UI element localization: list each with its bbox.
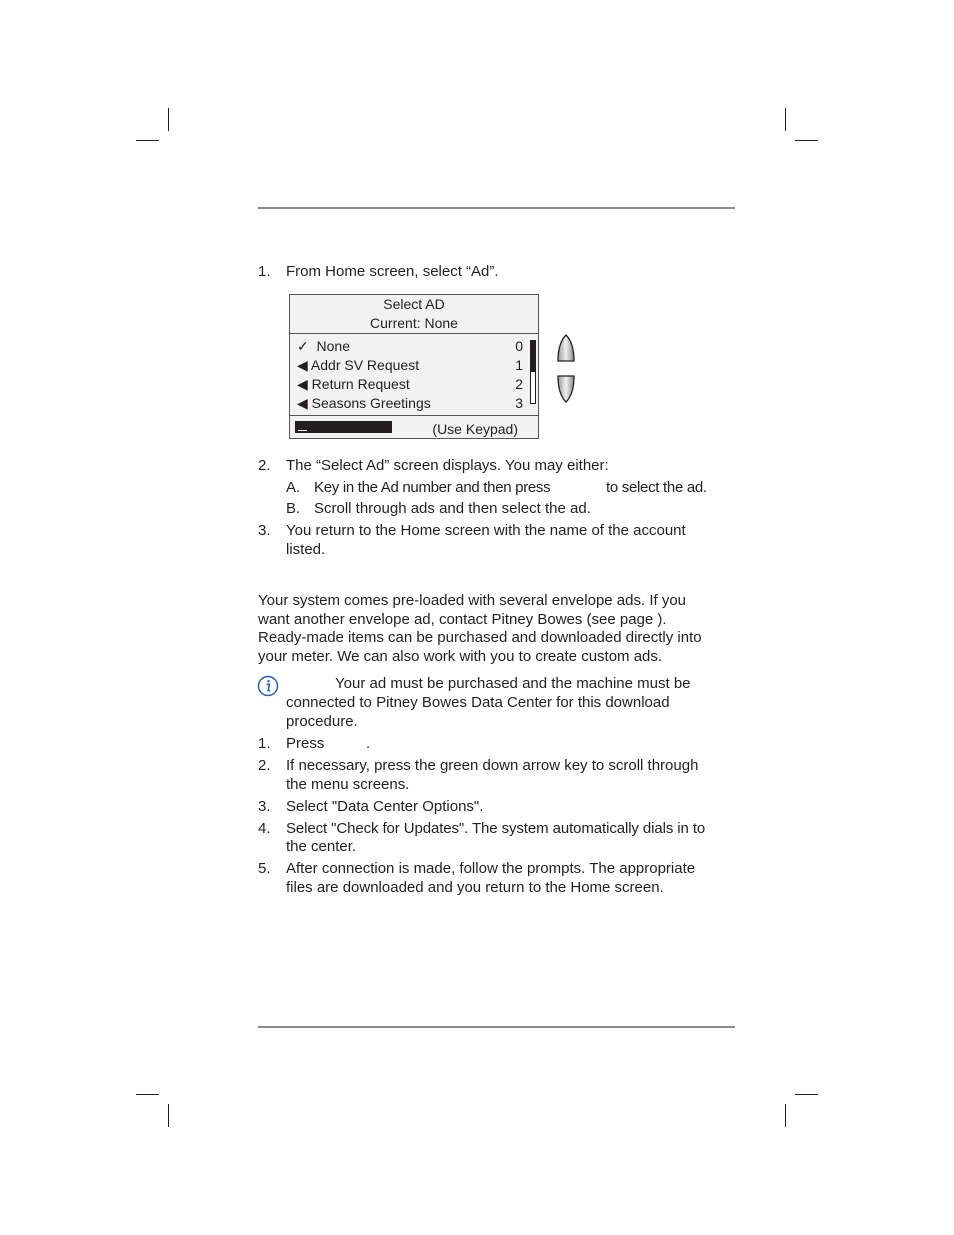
- keypad-hint: (Use Keypad): [432, 421, 518, 437]
- step-text: After connection is made, follow the prompts. The appropriate: [286, 860, 696, 877]
- header-rule: [258, 207, 735, 209]
- note-text: Your ad must be purchased and the machine must be: [335, 675, 691, 692]
- step-text-continued: the menu screens.: [286, 776, 410, 793]
- step-text: The “Select Ad” screen displays. You may either:: [286, 457, 609, 474]
- step-number: 2.: [258, 457, 271, 474]
- lcd-title: Select AD: [383, 296, 445, 312]
- pointer-left-icon: ◀: [297, 376, 308, 392]
- substep-label: B.: [286, 500, 301, 517]
- pointer-left-icon: ◀: [297, 395, 308, 411]
- list-item-number: 1: [515, 357, 523, 373]
- crop-mark-bottom-right-h: [795, 1094, 818, 1095]
- info-icon: [257, 675, 279, 697]
- lcd-scrollbar-thumb[interactable]: [531, 341, 535, 372]
- crop-mark-top-right-h: [795, 140, 818, 141]
- step-number: 2.: [258, 757, 271, 774]
- step-number: 3.: [258, 798, 271, 815]
- step-text-continued: the center.: [286, 838, 357, 855]
- note-text: procedure.: [286, 713, 358, 730]
- step-number: 1.: [258, 263, 271, 280]
- lcd-scrollbar[interactable]: [530, 340, 536, 404]
- step-text: Select "Check for Updates". The system automatically dials in to: [286, 820, 706, 837]
- crop-mark-top-left-h: [136, 140, 159, 141]
- checkmark-icon: ✓: [297, 338, 309, 354]
- crop-mark-top-right-v: [785, 108, 786, 131]
- step-number: 3.: [258, 522, 271, 539]
- step-text: Select "Data Center Options".: [286, 798, 484, 815]
- crop-mark-bottom-left-h: [136, 1094, 159, 1095]
- list-item-label: Return Request: [311, 376, 410, 392]
- step-text: If necessary, press the green down arrow key to scroll through: [286, 757, 699, 774]
- step-number: 1.: [258, 735, 271, 752]
- step-number: 4.: [258, 820, 271, 837]
- pointer-left-icon: ◀: [297, 357, 308, 373]
- select-ad-lcd-screen: [289, 294, 539, 439]
- list-item-number: 2: [515, 376, 523, 392]
- intro-paragraph: Your system comes pre-loaded with several envelope ads. If you want another envelope ad, contact Pitney Bowes (see page ). Ready-made items can be purchased and downloaded directly into your meter. We can also work with you to create custom ads.: [258, 592, 702, 665]
- step-text-continued: files are downloaded and you return to the Home screen.: [286, 879, 664, 896]
- list-item-number: 0: [515, 338, 523, 354]
- substep-label: A.: [286, 479, 301, 496]
- lcd-current: Current: None: [370, 315, 458, 331]
- footer-rule: [258, 1026, 735, 1028]
- step-text: From Home screen, select “Ad”.: [286, 263, 499, 280]
- list-item-label: Addr SV Request: [310, 357, 420, 373]
- crop-mark-top-left-v: [168, 108, 169, 131]
- substep-text: Key in the Ad number and then press: [314, 479, 551, 496]
- down-arrow-key-icon[interactable]: [556, 374, 576, 404]
- lcd-divider: [290, 333, 538, 334]
- ad-number-input[interactable]: [295, 421, 392, 433]
- note-text: connected to Pitney Bowes Data Center for this download: [286, 694, 670, 711]
- step-text: Press .: [286, 735, 371, 752]
- crop-mark-bottom-left-v: [168, 1104, 169, 1127]
- step-number: 5.: [258, 860, 271, 877]
- up-arrow-key-icon[interactable]: [556, 334, 576, 364]
- step-text: You return to the Home screen with the name of the account: [286, 522, 686, 539]
- list-item-label: None: [316, 338, 350, 354]
- list-item-number: 3: [515, 395, 523, 411]
- step-text-continued: listed.: [286, 541, 326, 558]
- substep-text: Scroll through ads and then select the ad.: [314, 500, 591, 517]
- list-item-label: Seasons Greetings: [311, 395, 431, 411]
- substep-text: to select the ad.: [606, 479, 707, 496]
- lcd-divider: [290, 415, 538, 416]
- crop-mark-bottom-right-v: [785, 1104, 786, 1127]
- input-cursor: [298, 430, 307, 431]
